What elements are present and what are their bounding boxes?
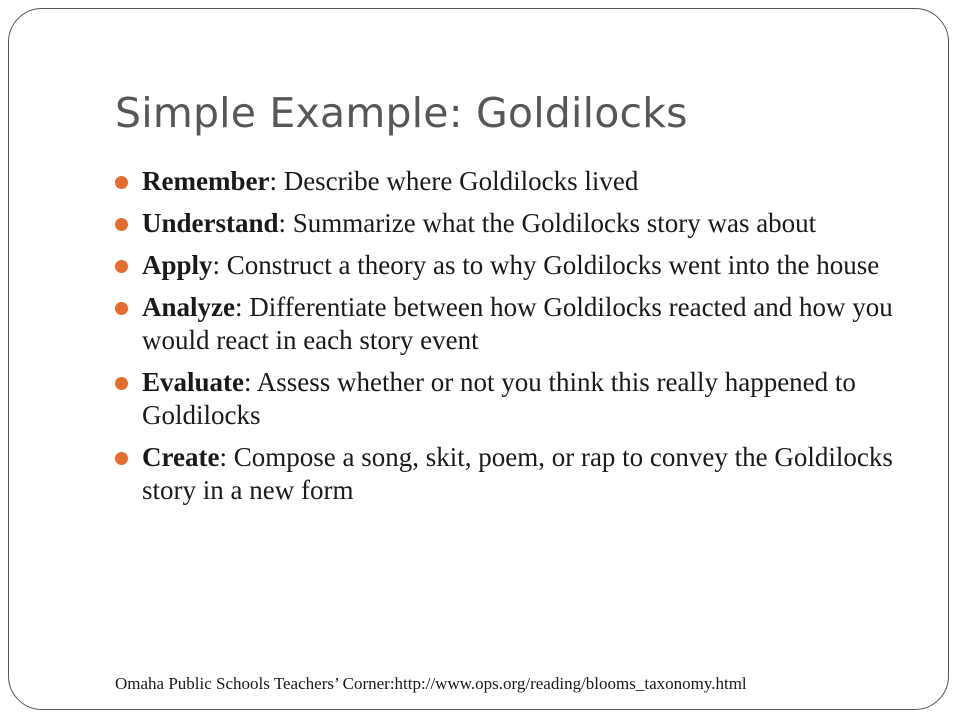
bullet-dot-icon: [115, 302, 128, 315]
bullet-item-evaluate: [115, 366, 905, 432]
bullet-text: : Differentiate between how Goldilocks reacted and how you would react in each story event: [142, 292, 893, 355]
bullet-dot-icon: [115, 176, 128, 189]
bullet-dot-icon: [115, 377, 128, 390]
bullet-term: Create: [142, 442, 220, 472]
bullet-text: : Construct a theory as to why Goldilocks went into the house: [212, 250, 880, 280]
bullet-term: Apply: [142, 250, 213, 280]
bullet-term: Remember: [142, 166, 270, 196]
source-citation: Omaha Public Schools Teachers’ Corner:http://www.ops.org/reading/blooms_taxonomy.html: [115, 674, 747, 693]
bullet-dot-icon: [115, 260, 128, 273]
bullet-dot-icon: [115, 218, 128, 231]
bullet-text: : Summarize what the Goldilocks story was about: [278, 208, 817, 238]
bullet-dot-icon: [115, 452, 128, 465]
bullet-text: : Assess whether or not you think this really happened to Goldilocks: [142, 367, 856, 430]
bullet-term: Evaluate: [142, 367, 245, 397]
bullet-item-understand: [115, 207, 905, 240]
bullet-text: : Describe where Goldilocks lived: [269, 166, 639, 196]
bullet-term: Analyze: [142, 292, 235, 322]
bullet-item-apply: [115, 249, 905, 282]
bullet-item-analyze: [115, 291, 905, 357]
bullet-item-remember: [115, 165, 905, 198]
bullet-text: : Compose a song, skit, poem, or rap to convey the Goldilocks story in a new form: [142, 442, 893, 505]
slide-title: Simple Example: Goldilocks: [115, 89, 688, 137]
bullet-list: [115, 165, 905, 516]
bullet-item-create: [115, 441, 905, 507]
slide-frame: [8, 8, 949, 710]
bullet-term: Understand: [142, 208, 279, 238]
